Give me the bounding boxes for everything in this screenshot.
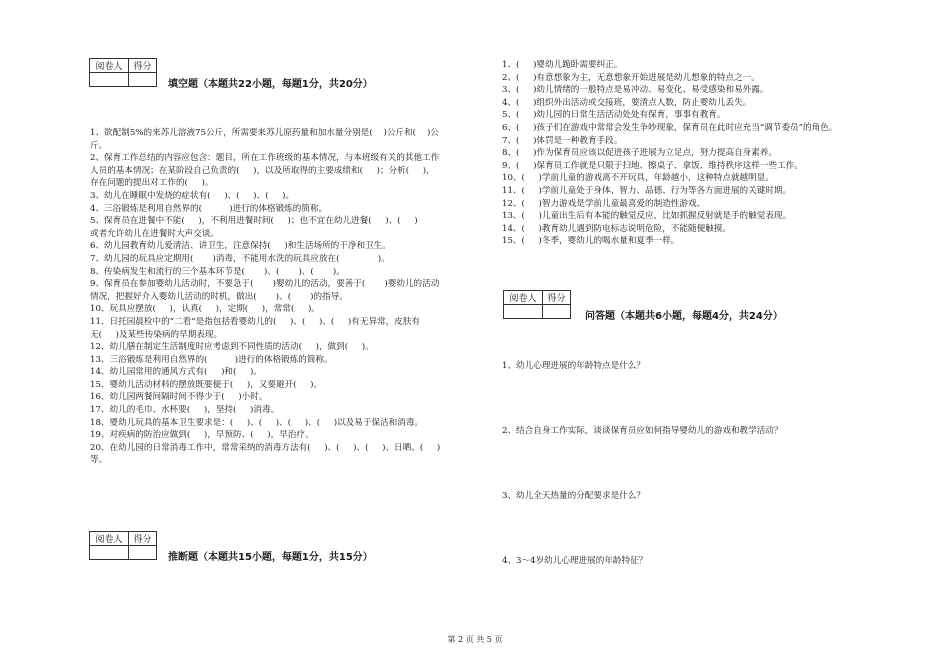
fill-line: 9、保育员在参加婴幼儿活动时，不要急于( )婴幼儿的活动，要善于( )婴幼儿的活动 [90, 279, 440, 290]
fill-line: 6、幼儿园教育幼儿爱清洁、讲卫生，注意保持( )和生活场所的干净和卫生。 [90, 241, 391, 252]
fill-question-list [90, 127, 505, 467]
score-cell [128, 73, 156, 87]
judge-line: 2、( )有意想象为主，无意想象开始进展是幼儿想象的特点之一。 [502, 72, 760, 83]
judge-line: 9、( )保育员工作就是只限于扫地、擦桌子、拿饭、维持秩序这样一些工作。 [502, 160, 803, 171]
judge-line: 7、( )体罚是一种教育手段。 [502, 135, 623, 146]
judge-line: 13、( )儿童出生后有本能的触觉反应，比如抓握反射就是手的触觉表现。 [502, 211, 792, 222]
fill-line: 2、保育工作总结的内容应包含：题目，所在工作班级的基本情况，与本班级有关的其他工作 [90, 153, 440, 164]
score-label: 得分 [128, 59, 156, 73]
qa-question: 3、幼儿全天热量的分配要求是什么？ [502, 491, 645, 502]
qa-section-title: 问答题（本题共6小题，每题4分，共24分） [585, 311, 783, 322]
fill-section-title: 填空题（本题共22小题，每题1分，共20分） [168, 79, 373, 90]
fill-line: 11、日托园晨检中的“二看”是指包括看婴幼儿的( )、( )、( )有无异常，皮肤有 [90, 316, 421, 327]
judge-line: 10、( )学前儿童的游戏离不开玩具，年龄越小，这种特点就越明显。 [502, 173, 774, 184]
fill-line: 20、在幼儿园的日常消毒工作中，常常采纳的消毒方法有( )、( )、( )、日晒、( ) [90, 442, 441, 453]
reviewer-label: 阅卷人 [90, 532, 129, 546]
fill-line: 情况，把握好介入婴幼儿活动的时机，做出( )、( )的指导。 [90, 291, 348, 302]
reviewer-cell [504, 305, 543, 319]
judge-line: 11、( )学前儿童处于身体、智力、品德、行为等各方面进展的关键时期。 [502, 185, 792, 196]
score-label: 得分 [128, 532, 156, 546]
judge-line: 6、( )孩子们在游戏中常常会发生争吵现象，保育员在此时应充当“调节委员”的角色。 [502, 122, 838, 133]
judge-line: 12、( )智力游戏是学前儿童最喜爱的制造性游戏。 [502, 198, 706, 209]
reviewer-label: 阅卷人 [90, 59, 129, 73]
fill-line: 人员的基本情况；在某阶段自己负责的( )，以及所取得的主要成绩和( )；分析( )， [90, 165, 435, 176]
fill-line: 无( )及某些传染病的早期表现。 [90, 329, 223, 340]
page-footer: 第 2 页 共 5 页 [447, 635, 503, 644]
score-cell [128, 546, 156, 560]
reviewer-label: 阅卷人 [504, 291, 543, 305]
judge-line: 14、( )教育幼儿遇到防电标志说明危险，不能随便触摸。 [502, 223, 731, 234]
judge-question-list [502, 59, 942, 248]
fill-line: 3、幼儿在睡眠中发烧的症状有( )、( )、( )。 [90, 190, 295, 201]
qa-question: 4、3～4岁幼儿心理进展的年龄特征？ [502, 556, 648, 567]
qa-question-list [502, 360, 942, 620]
fill-line: 14、幼儿园常用的通风方式有( )和( )。 [90, 367, 262, 378]
score-cell [542, 305, 570, 319]
fill-line: 1、欲配制5%的来苏儿溶液75公斤，所需要来苏儿原药量和加水量分别是( )公斤和( )公 [90, 128, 439, 138]
fill-line: 存在问题的提出对工作的( )。 [90, 178, 214, 189]
fill-line: 8、传染病发生和流行的三个基本环节是( )、( )、( )。 [90, 266, 345, 277]
score-label: 得分 [542, 291, 570, 305]
qa-question: 2、结合自身工作实际，谈谈保育员应如何指导婴幼儿的游戏和教学活动？ [502, 426, 783, 437]
fill-line: 17、幼儿的毛巾、水杯要( )，坚持( )消毒。 [90, 405, 280, 416]
reviewer-cell [90, 546, 129, 560]
fill-line: 19、对疾病的防治应做到( )，早预防、( )，早治疗。 [90, 430, 314, 441]
fill-line: 斤。 [90, 140, 108, 151]
fill-line: 12、幼儿膳在制定生活制度时应考虑到不同性质的活动( )，做到( )。 [90, 342, 374, 353]
fill-line: 或者允许幼儿在进餐时大声交谈。 [90, 228, 219, 239]
fill-line: 16、幼儿园两餐间隔时间不得少于( )小时。 [90, 392, 268, 403]
judge-line: 1、( )婴幼儿跪卧需要纠正。 [502, 60, 623, 70]
fill-line: 等。 [90, 455, 108, 466]
judge-line: 8、( )作为保育员应该以促进孩子进展为立足点，努力提高自身素养。 [502, 148, 778, 159]
fill-line: 7、幼儿园的玩具应定期用( )消毒，不能用水洗的玩具应放在( )。 [90, 253, 390, 264]
fill-line: 13、三浴锻炼是利用自然界的( )进行的体格锻炼的简称。 [90, 354, 333, 365]
qa-question: 1、幼儿心理进展的年龄特点是什么？ [502, 361, 645, 371]
score-box-judge [89, 531, 157, 560]
judge-line: 5、( )幼儿园的日常生活活动处处有保育，事事有教育。 [502, 110, 726, 121]
judge-line: 4、( )组织外出活动或交接班，要清点人数，防止婴幼儿丢失。 [502, 97, 752, 108]
fill-line: 4、三浴锻炼是利用自然界的( )进行的体格锻炼的简称。 [90, 203, 328, 214]
score-box-qa [503, 290, 571, 319]
fill-line: 10、玩具应摆放( )，认真( )，定期( )，常常( )。 [90, 304, 320, 315]
judge-section-title: 推断题（本题共15小题，每题1分，共15分） [168, 552, 373, 563]
fill-line: 18、婴幼儿玩具的基本卫生要求是：( )、( )、( )、( )以及易于保洁和消毒。 [90, 417, 424, 428]
reviewer-cell [90, 73, 129, 87]
judge-line: 3、( )幼儿情绪的一般特点是易冲动、易变化、易受感染和易外露。 [502, 85, 769, 96]
fill-line: 15、婴幼儿活动材料的摆放既要便于( )，又要避开( )。 [90, 379, 323, 390]
score-box-fill [89, 58, 157, 87]
judge-line: 15、( )冬季，婴幼儿的喝水量和夏季一样。 [502, 236, 680, 247]
fill-line: 5、保育员在进餐中不能( )，不利用进餐时间( )；也不宜在幼儿进餐( )、( ) [90, 216, 418, 227]
